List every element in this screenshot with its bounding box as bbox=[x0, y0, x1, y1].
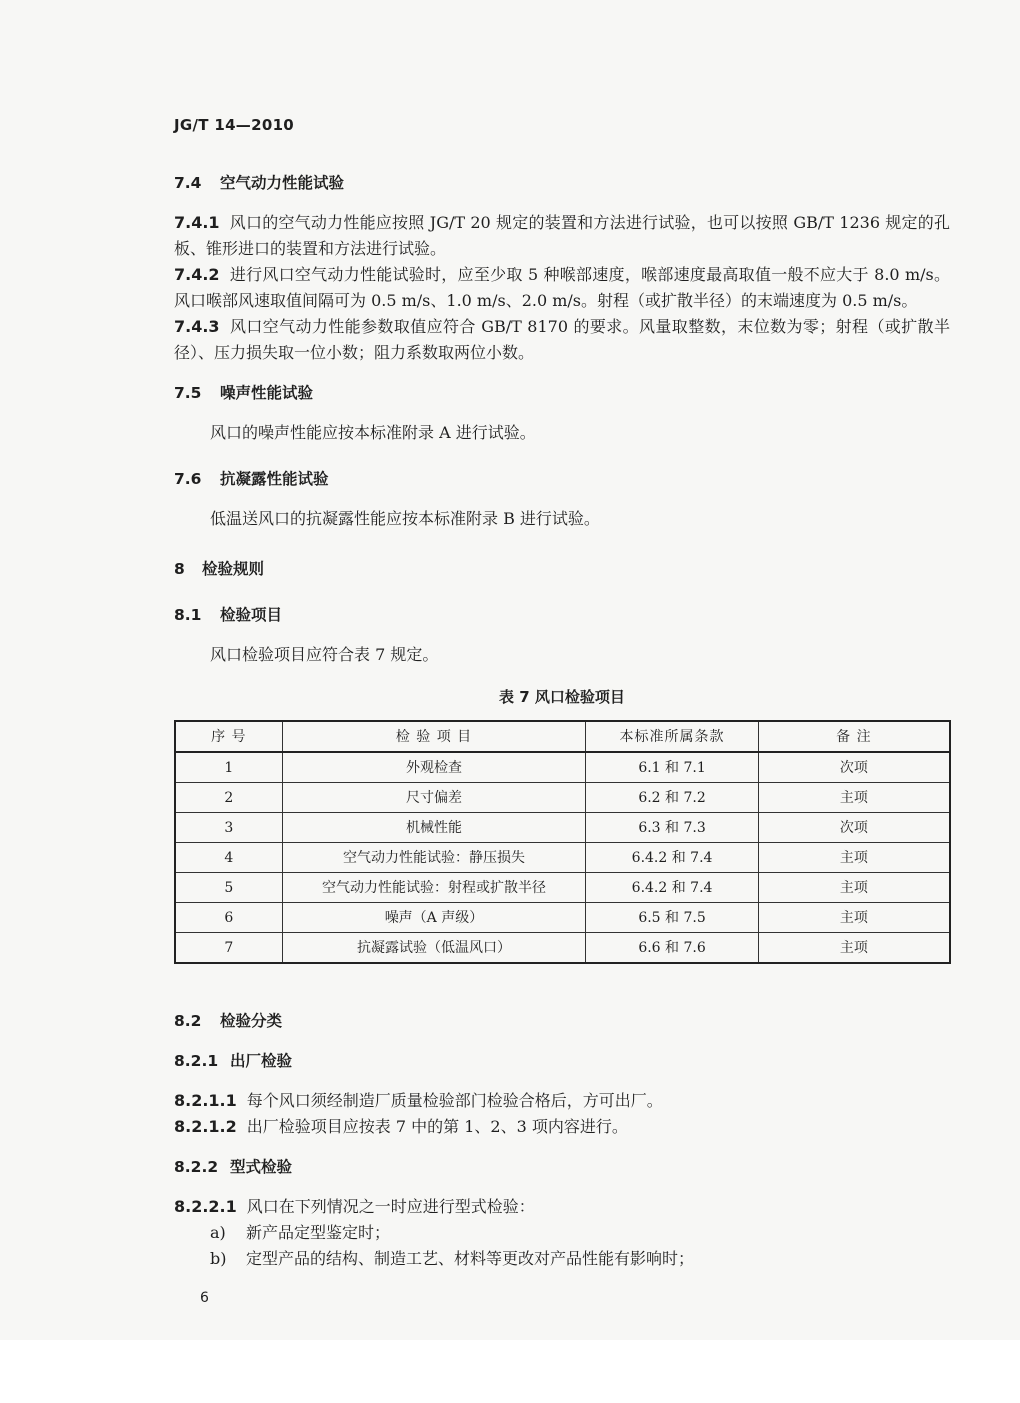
cell-remark: 主项 bbox=[758, 903, 950, 933]
section-7-6-heading: 7.6 抗凝露性能试验 bbox=[174, 470, 329, 488]
section-7-4-heading: 7.4 空气动力性能试验 bbox=[174, 174, 345, 192]
cell-seq: 5 bbox=[175, 873, 282, 903]
cell-remark: 次项 bbox=[758, 752, 950, 783]
scan-margin bbox=[0, 1340, 1020, 1403]
table-7 bbox=[174, 720, 951, 964]
cell-item: 机械性能 bbox=[282, 813, 586, 843]
header-remark: 备 注 bbox=[758, 721, 950, 752]
cell-item: 外观检查 bbox=[282, 752, 586, 783]
cell-seq: 2 bbox=[175, 783, 282, 813]
clause-7-4-3: 7.4.3 风口空气动力性能参数取值应符合 GB/T 8170 的要求。风量取整数，末位数为零；射程（或扩散半径）、压力损失取一位小数；阻力系数取两位小数。 bbox=[174, 317, 950, 362]
table-row bbox=[175, 813, 950, 843]
cell-item: 噪声（A 声级） bbox=[282, 903, 586, 933]
table-row bbox=[175, 903, 950, 933]
cell-item: 空气动力性能试验：射程或扩散半径 bbox=[282, 873, 586, 903]
table-row bbox=[175, 752, 950, 783]
cell-remark: 次项 bbox=[758, 813, 950, 843]
cell-seq: 6 bbox=[175, 903, 282, 933]
list-item: a) 新产品定型鉴定时； bbox=[210, 1223, 391, 1242]
cell-remark: 主项 bbox=[758, 873, 950, 903]
cell-clause: 6.4.2 和 7.4 bbox=[586, 873, 758, 903]
cell-clause: 6.4.2 和 7.4 bbox=[586, 843, 758, 873]
cell-seq: 3 bbox=[175, 813, 282, 843]
cell-remark: 主项 bbox=[758, 843, 950, 873]
table-row bbox=[175, 933, 950, 964]
table-row bbox=[175, 843, 950, 873]
clause-7-4-1: 7.4.1 风口的空气动力性能应按照 JG/T 20 规定的装置和方法进行试验，也可以按照 GB/T 1236 规定的孔板、锥形进口的装置和方法进行试验。 bbox=[174, 213, 950, 258]
clause-8-2-1-2: 8.2.1.2 出厂检验项目应按表 7 中的第 1、2、3 项内容进行。 bbox=[174, 1117, 628, 1136]
cell-item: 抗凝露试验（低温风口） bbox=[282, 933, 586, 964]
cell-seq: 4 bbox=[175, 843, 282, 873]
section-8-2-1-heading: 8.2.1 出厂检验 bbox=[174, 1052, 293, 1070]
clause-8-2-2-1: 8.2.2.1 风口在下列情况之一时应进行型式检验： bbox=[174, 1197, 535, 1216]
header-seq: 序 号 bbox=[175, 721, 282, 752]
header-clause: 本标准所属条款 bbox=[586, 721, 758, 752]
cell-clause: 6.2 和 7.2 bbox=[586, 783, 758, 813]
cell-seq: 7 bbox=[175, 933, 282, 964]
table-row bbox=[175, 873, 950, 903]
page-number: 6 bbox=[200, 1290, 209, 1306]
cell-remark: 主项 bbox=[758, 933, 950, 964]
cell-seq: 1 bbox=[175, 752, 282, 783]
clause-7-5-text: 风口的噪声性能应按本标准附录 A 进行试验。 bbox=[210, 423, 536, 442]
header-item: 检 验 项 目 bbox=[282, 721, 586, 752]
clause-7-6-text: 低温送风口的抗凝露性能应按本标准附录 B 进行试验。 bbox=[210, 509, 600, 528]
cell-clause: 6.6 和 7.6 bbox=[586, 933, 758, 964]
table-header-row bbox=[175, 721, 950, 752]
chapter-8-heading: 8 检验规则 bbox=[174, 560, 265, 578]
cell-clause: 6.5 和 7.5 bbox=[586, 903, 758, 933]
section-8-2-2-heading: 8.2.2 型式检验 bbox=[174, 1158, 293, 1176]
section-8-1-heading: 8.1 检验项目 bbox=[174, 606, 283, 624]
clause-8-2-1-1: 8.2.1.1 每个风口须经制造厂质量检验部门检验合格后，方可出厂。 bbox=[174, 1091, 663, 1110]
list-item: b) 定型产品的结构、制造工艺、材料等更改对产品性能有影响时； bbox=[210, 1249, 695, 1268]
cell-remark: 主项 bbox=[758, 783, 950, 813]
cell-item: 尺寸偏差 bbox=[282, 783, 586, 813]
standard-code-header: JG/T 14—2010 bbox=[174, 116, 295, 134]
clause-7-4-2: 7.4.2 进行风口空气动力性能试验时，应至少取 5 种喉部速度，喉部速度最高取值一般不应大于 8.0 m/s。风口喉部风速取值间隔可为 0.5 m/s、1.0 m/s、2.0 m/s。射程（或扩散半径）的末端速度为 0.5 m/s。 bbox=[174, 265, 950, 310]
table-7-caption: 表 7 风口检验项目 bbox=[499, 688, 625, 706]
clause-8-1-text: 风口检验项目应符合表 7 规定。 bbox=[210, 645, 439, 664]
table-row bbox=[175, 783, 950, 813]
cell-item: 空气动力性能试验：静压损失 bbox=[282, 843, 586, 873]
cell-clause: 6.3 和 7.3 bbox=[586, 813, 758, 843]
cell-clause: 6.1 和 7.1 bbox=[586, 752, 758, 783]
section-7-5-heading: 7.5 噪声性能试验 bbox=[174, 384, 314, 402]
section-8-2-heading: 8.2 检验分类 bbox=[174, 1012, 283, 1030]
page-content bbox=[174, 170, 950, 1272]
